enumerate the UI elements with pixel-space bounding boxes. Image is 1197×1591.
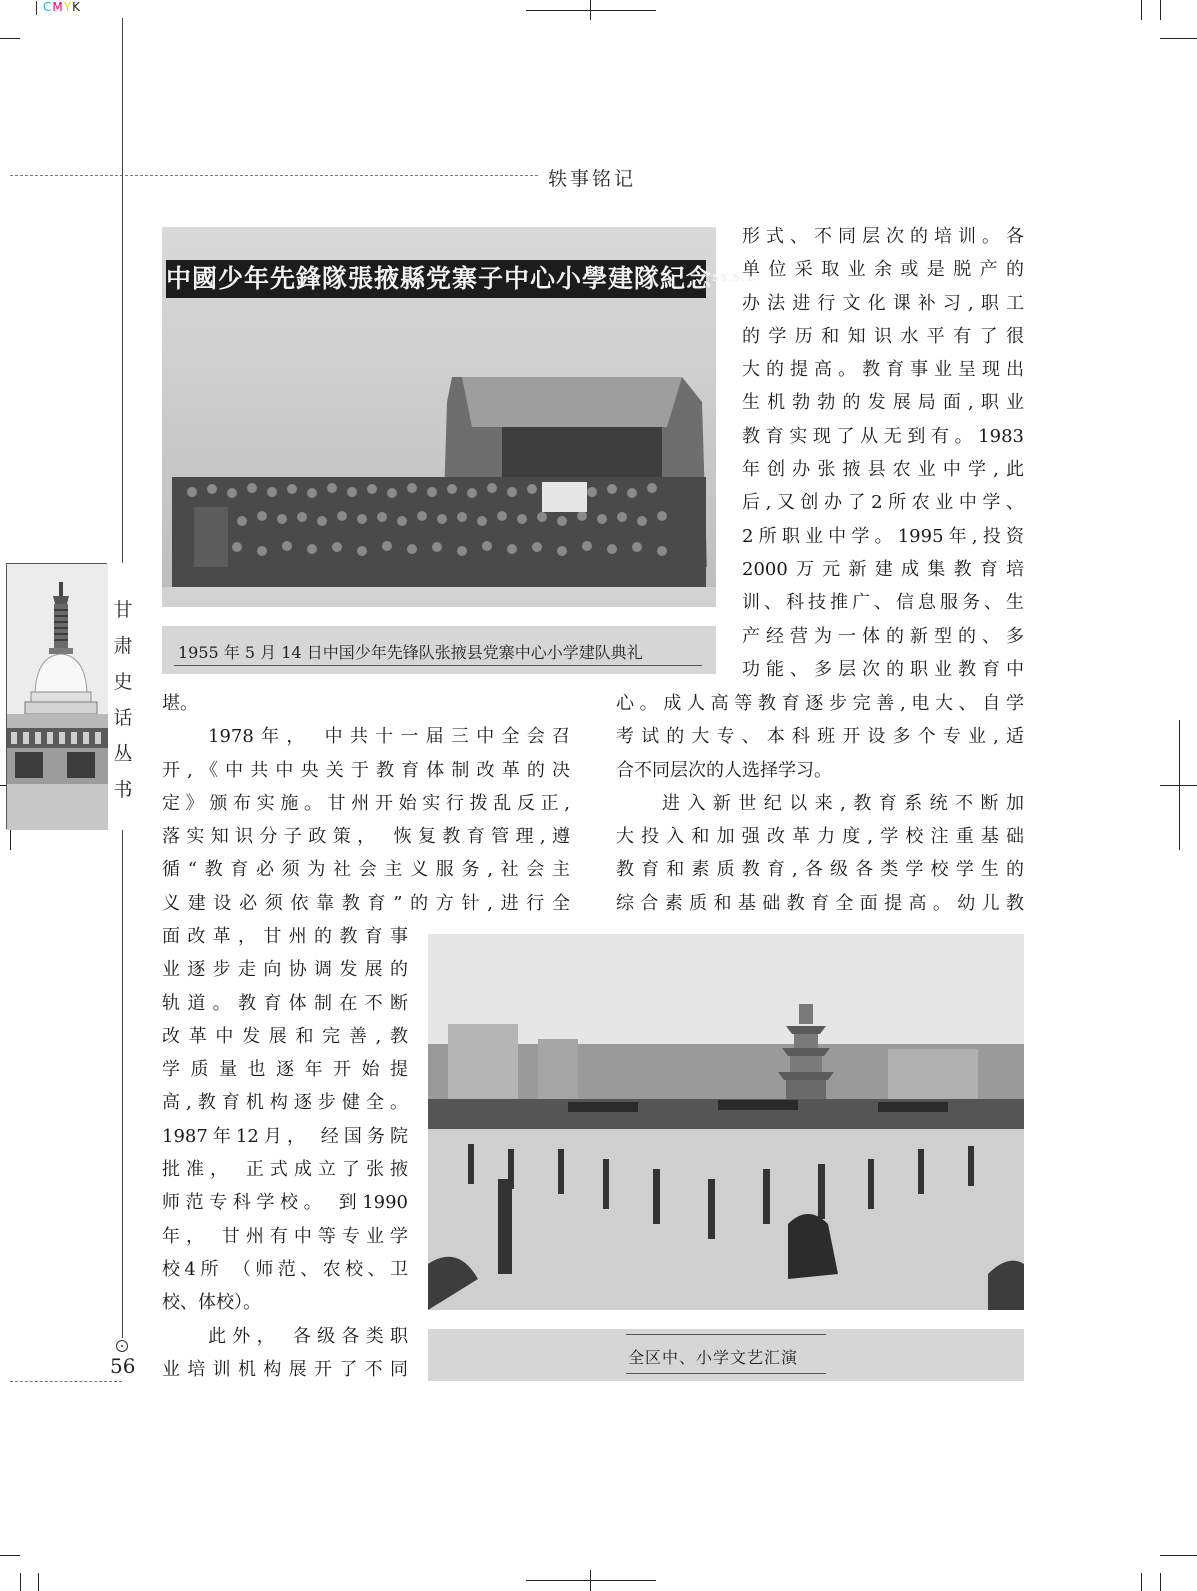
left-column-top — [162, 687, 570, 920]
crop-mark — [38, 1573, 39, 1591]
crop-mark — [20, 1573, 21, 1591]
text-line: 开,《中共中央关于教育体制改革的决 — [162, 759, 570, 781]
text-line: 批准， 正式成立了张掖 — [162, 1159, 408, 1181]
crop-mark — [1160, 0, 1161, 20]
crop-mark — [0, 1555, 20, 1556]
text-line: 落实知识分子政策， 恢复教育管理,遵 — [162, 826, 570, 848]
right-column-bottom — [616, 687, 1024, 920]
text-line: 1978年， 中共十一届三中全会召 — [208, 726, 570, 748]
text-line: 1987年12月， 经国务院 — [162, 1125, 408, 1147]
text-line: 考试的大专、本科班开设多个专业,适 — [616, 726, 1024, 748]
text-line: 堪。 — [162, 693, 198, 714]
banner-date: 55.5.14 — [712, 273, 762, 284]
registration-line — [36, 1, 37, 15]
text-line: 后,又创办了2所农业中学、 — [742, 492, 1024, 514]
text-line: 2所职业中学。1995年,投资 — [742, 525, 1024, 547]
text-line: 办法进行文化课补习,职工 — [742, 292, 1024, 314]
text-line: 轨道。教育体制在不断 — [162, 992, 408, 1014]
crop-mark — [526, 1580, 656, 1581]
photo1-caption: 1955 年 5 月 14 日中国少年先锋队张掖县党寨中心小学建队典礼 — [178, 643, 643, 662]
text-line: 产经营为一体的新型的、多 — [742, 625, 1024, 647]
left-column-bottom — [162, 920, 408, 1386]
text-line: 师范专科学校。 到1990 — [162, 1192, 408, 1214]
text-line: 教育实现了从无到有。1983 — [742, 425, 1024, 447]
sidebar-pagoda-image — [6, 563, 107, 829]
page-number-ornament — [116, 1340, 128, 1352]
series-title-char: 丛 — [113, 743, 133, 765]
text-line: 合不同层次的人选择学习。 — [616, 759, 832, 781]
photo-art-performance — [428, 934, 1024, 1310]
banner-text: 中國少年先鋒隊張掖縣党寨子中心小學建隊紀念 — [166, 264, 713, 293]
footer-rule — [10, 1381, 122, 1382]
crop-mark — [1179, 720, 1180, 850]
header-title: 轶事铭记 — [548, 168, 637, 190]
text-line: 校、体校）。 — [162, 1292, 261, 1314]
caption-underline — [174, 665, 702, 666]
text-line: 训、科技推广、信息服务、生 — [742, 592, 1024, 614]
crop-mark — [1141, 0, 1142, 20]
text-line: 业逐步走向协调发展的 — [162, 959, 408, 981]
series-title — [113, 592, 133, 808]
text-line: 心。成人高等教育逐步完善,电大、自学 — [616, 693, 1024, 714]
text-line: 高,教育机构逐步健全。 — [162, 1092, 408, 1114]
cmyk-c: C — [43, 0, 53, 14]
performance-photo-illustration — [428, 934, 1024, 1310]
margin-line — [122, 18, 123, 563]
series-title-char: 话 — [113, 707, 133, 729]
text-line: 此外， 各级各类职 — [208, 1325, 408, 1347]
text-line: 改革中发展和完善,教 — [162, 1025, 408, 1047]
right-column-top — [742, 220, 1024, 686]
text-line: 面改革，甘州的教育事 — [162, 926, 408, 947]
text-line: 年， 甘州有中等专业学 — [162, 1225, 408, 1247]
white-pagoda-illustration — [7, 564, 108, 830]
text-line: 大投入和加强改革力度,学校注重基础 — [616, 826, 1024, 848]
text-line: 大的提高。教育事业呈现出 — [742, 359, 1024, 381]
cmyk-y: Y — [63, 0, 73, 14]
text-line: 学质量也逐年开始提 — [162, 1059, 408, 1081]
margin-line — [122, 830, 123, 1338]
series-title-char: 肃 — [113, 635, 133, 657]
cmyk-k: K — [72, 0, 81, 14]
photo2-caption: 全区中、小学文艺汇演 — [628, 1348, 799, 1367]
caption-underline — [626, 1373, 826, 1374]
header-rule — [10, 175, 538, 176]
text-line: 定》颁布实施。甘州开始实行拨乱反正, — [162, 792, 570, 814]
text-line: 循“教育必须为社会主义服务,社会主 — [162, 859, 570, 881]
text-line: 校4所 （师范、农校、卫 — [162, 1258, 408, 1280]
crop-mark — [590, 1570, 591, 1591]
text-line: 义建设必须依靠教育”的方针,进行全 — [162, 892, 570, 914]
text-line: 2000万元新建成集教育培 — [742, 558, 1024, 580]
text-line: 进入新世纪以来,教育系统不断加 — [662, 792, 1024, 814]
text-line: 功能、多层次的职业教育中 — [742, 658, 1024, 680]
text-line: 单位采取业余或是脱产的 — [742, 259, 1024, 281]
text-line: 的学历和知识水平有了很 — [742, 325, 1024, 347]
cmyk-registration-mark — [36, 0, 81, 15]
crop-mark — [590, 0, 591, 20]
series-title-char: 书 — [113, 779, 133, 801]
page-number: 56 — [110, 1354, 136, 1378]
cmyk-m: M — [52, 0, 64, 14]
text-line: 形式、不同层次的培训。各 — [742, 226, 1024, 247]
crop-mark — [0, 38, 20, 39]
text-line: 业培训机构展开了不同 — [162, 1358, 408, 1380]
crop-mark — [1160, 1555, 1197, 1556]
crop-mark — [1141, 1573, 1142, 1591]
text-line: 生机勃勃的发展局面,职业 — [742, 392, 1024, 414]
crop-mark — [1160, 38, 1197, 39]
series-title-char: 甘 — [113, 599, 133, 621]
text-line: 综合素质和基础教育全面提高。幼儿教 — [616, 892, 1024, 914]
crop-mark — [526, 10, 656, 11]
text-line: 年创办张掖县农业中学,此 — [742, 459, 1024, 481]
caption-overline — [626, 1334, 826, 1335]
photo-banner — [166, 260, 762, 298]
crop-mark — [1160, 1573, 1161, 1591]
series-title-char: 史 — [113, 671, 133, 693]
text-line: 教育和素质教育,各级各类学校学生的 — [616, 859, 1024, 881]
